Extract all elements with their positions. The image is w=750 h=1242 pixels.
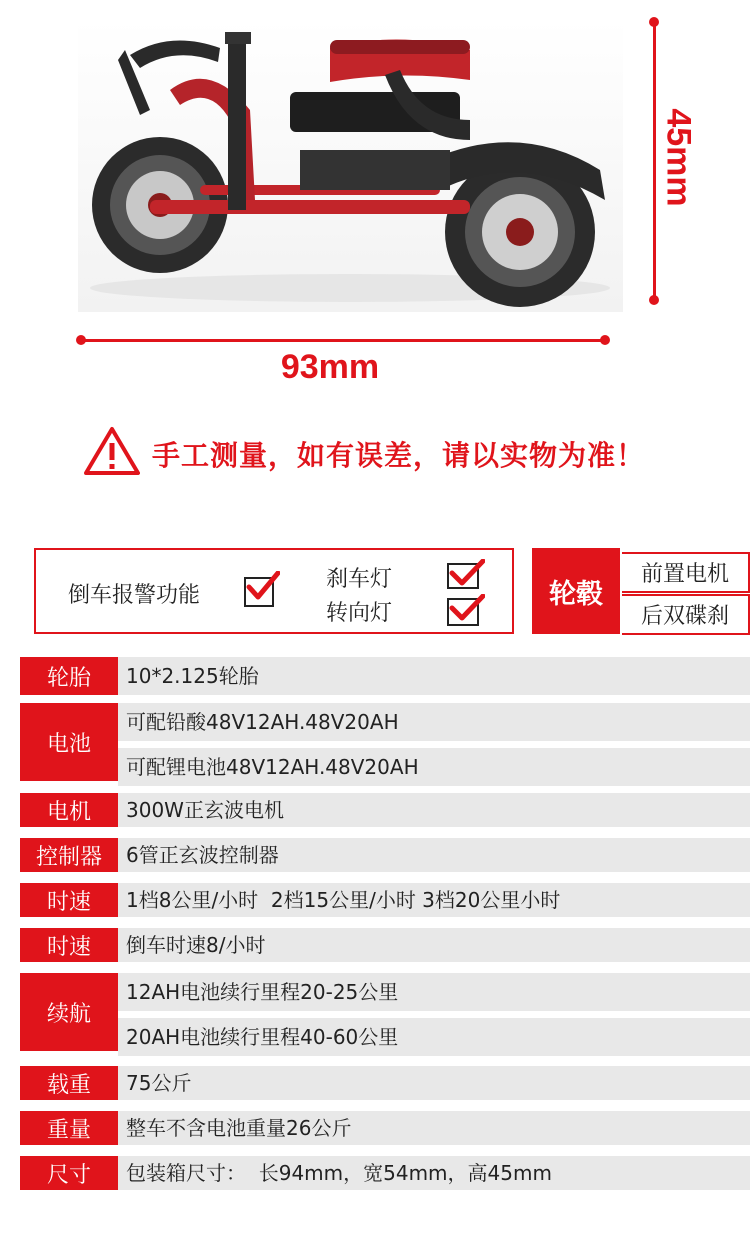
checkmark-icon: [244, 571, 280, 601]
spec-label-range: 续航: [20, 973, 118, 1051]
feature-checkbox-brake-light: [447, 563, 479, 589]
height-dimension-line: [653, 22, 656, 300]
spec-value-range-2: 20AH电池续行里程40-60公里: [126, 1025, 399, 1049]
spec-label-weight: 重量: [20, 1111, 118, 1145]
feature-checkbox-turn-signal: [447, 598, 479, 626]
feature-label-reverse-alarm: 倒车报警功能: [68, 583, 201, 608]
width-dimension-right-dot: [600, 335, 610, 345]
spec-value-load: 75公斤: [126, 1071, 192, 1095]
checkmark-icon: [447, 559, 485, 589]
hub-item-rear-disc-brake: 后双碟刹: [622, 594, 750, 635]
height-dimension-label: 45mm: [659, 108, 698, 207]
spec-row-load: [118, 1066, 750, 1100]
width-dimension-left-dot: [76, 335, 86, 345]
feature-label-turn-signal: 转向灯: [326, 601, 393, 626]
height-dimension-top-dot: [649, 17, 659, 27]
width-dimension-label: 93mm: [280, 348, 380, 386]
spec-value-battery-1: 可配铅酸48V12AH.48V20AH: [126, 710, 399, 734]
spec-value-weight: 整车不含电池重量26公斤: [126, 1116, 352, 1140]
spec-value-size: 包装箱尺寸： 长94mm，宽54mm，高45mm: [126, 1161, 552, 1185]
spec-value-reverse-speed: 倒车时速8/小时: [126, 933, 266, 957]
feature-checkbox-reverse-alarm: [244, 577, 274, 607]
spec-label-controller: 控制器: [20, 838, 118, 872]
feature-label-brake-light: 刹车灯: [326, 567, 393, 592]
spec-value-controller: 6管正玄波控制器: [126, 843, 279, 867]
spec-label-tire: 轮胎: [20, 657, 118, 695]
spec-value-motor: 300W正玄波电机: [126, 798, 284, 822]
spec-label-reverse-speed: 时速: [20, 928, 118, 962]
spec-label-battery: 电池: [20, 703, 118, 781]
spec-value-speed: 1档8公里/小时 2档15公里/小时 3档20公里小时: [126, 888, 561, 912]
spec-label-motor: 电机: [20, 793, 118, 827]
spec-label-size: 尺寸: [20, 1156, 118, 1190]
spec-value-battery-2: 可配锂电池48V12AH.48V20AH: [126, 755, 419, 779]
hub-item-front-motor: 前置电机: [622, 552, 750, 593]
spec-value-tire: 10*2.125轮胎: [126, 664, 259, 688]
checkmark-icon: [447, 594, 485, 624]
hub-label: 轮毂: [532, 548, 620, 634]
spec-value-range-1: 12AH电池续行里程20-25公里: [126, 980, 399, 1004]
width-dimension-line: [80, 339, 604, 342]
spec-label-load: 载重: [20, 1066, 118, 1100]
spec-label-speed: 时速: [20, 883, 118, 917]
height-dimension-bottom-dot: [649, 295, 659, 305]
warning-text: 手工测量，如有误差，请以实物为准！: [152, 439, 646, 472]
warning-icon: [84, 426, 140, 476]
